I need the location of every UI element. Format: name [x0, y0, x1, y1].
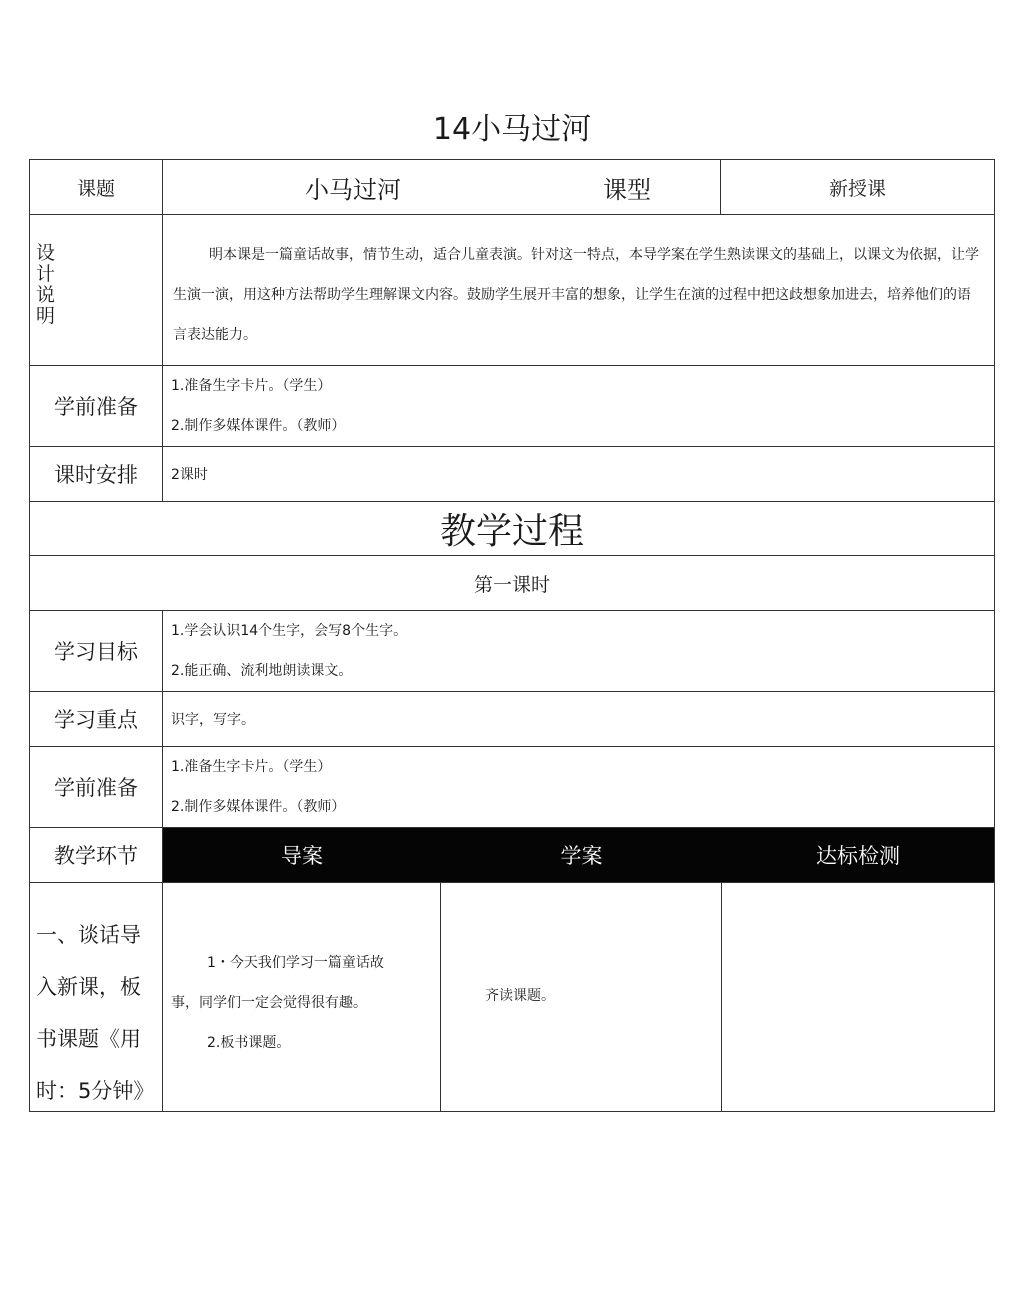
prep2-line: 1.准备生字卡片。（学生） [171, 759, 332, 775]
design-label-char: 明 [36, 305, 56, 327]
goals-row [29, 611, 995, 692]
topic-row [29, 159, 995, 215]
focus-label: 学习重点 [30, 692, 163, 746]
page-title: 14小马过河 [432, 112, 592, 147]
process-title: 教学过程 [439, 511, 584, 552]
step1-stage [30, 883, 163, 1111]
design-text: 明本课是一篇童话故事，情节生动，适合儿童表演。针对这一特点，本导学案在学生熟读课文的基础上，以课文为依据，让学生演一演，用这种方法帮助学生理解课文内容。鼓励学生展开丰富的想象，让学生在演的过程中把这歧想象加进去，培养他们的语言表达能力。 [173, 247, 979, 343]
goals-label: 学习目标 [30, 611, 163, 691]
study-header: 学案 [441, 828, 722, 882]
prep1-content [163, 366, 994, 446]
guide-header: 导案 [163, 828, 441, 882]
check-header: 达标检测 [722, 828, 994, 882]
type-value: 新授课 [828, 177, 886, 200]
columns-label: 教学环节 [30, 828, 163, 882]
prep2-row [29, 747, 995, 828]
schedule-value: 2课时 [171, 467, 208, 483]
prep1-line: 1.准备生字卡片。（学生） [171, 378, 332, 394]
prep1-line: 2.制作多媒体课件。（教师） [171, 418, 346, 434]
process-title-row [29, 502, 995, 556]
goals-line: 1.学会认识14个生字，会写8个生字。 [171, 623, 408, 639]
design-row [29, 215, 995, 366]
prep1-row [29, 366, 995, 447]
topic-label: 课题 [30, 160, 163, 214]
lesson-title: 第一课时 [473, 573, 550, 596]
step1-row [29, 883, 995, 1112]
prep2-content [163, 747, 994, 827]
step1-stage-line: 入新课，板 [36, 975, 141, 999]
step1-study: 齐读课题。 [441, 883, 722, 1111]
design-text-cell [163, 215, 994, 365]
prep2-label: 学前准备 [30, 747, 163, 827]
design-label-char: 说 [36, 284, 56, 306]
step1-stage-line: 时：5分钟》 [36, 1079, 155, 1103]
goals-line: 2.能正确、流利地朗读课文。 [171, 663, 353, 679]
prep2-line: 2.制作多媒体课件。（教师） [171, 799, 346, 815]
step1-guide [163, 883, 441, 1111]
step1-stage-line: 一、谈话导 [36, 923, 141, 947]
columns-row [29, 828, 995, 883]
topic-value: 小马过河 [305, 175, 401, 204]
step1-guide-line: 1・今天我们学习一篇童话故 [207, 955, 384, 971]
lesson-title-row [29, 556, 995, 611]
step1-check [722, 883, 994, 1111]
schedule-label: 课时安排 [30, 447, 163, 501]
schedule-row [29, 447, 995, 502]
lesson-plan-table [29, 159, 995, 1112]
design-label-char: 设 [36, 242, 56, 264]
design-label-char: 计 [36, 263, 56, 285]
step1-guide-line: 2.板书课题。 [207, 1035, 291, 1051]
step1-stage-line: 书课题《用 [36, 1027, 141, 1051]
focus-value: 识字，写字。 [171, 712, 255, 728]
prep1-label: 学前准备 [30, 366, 163, 446]
goals-content [163, 611, 994, 691]
focus-row [29, 692, 995, 747]
design-label [30, 215, 163, 365]
type-label: 课型 [589, 160, 721, 214]
step1-guide-line: 事，同学们一定会觉得很有趣。 [171, 995, 367, 1011]
